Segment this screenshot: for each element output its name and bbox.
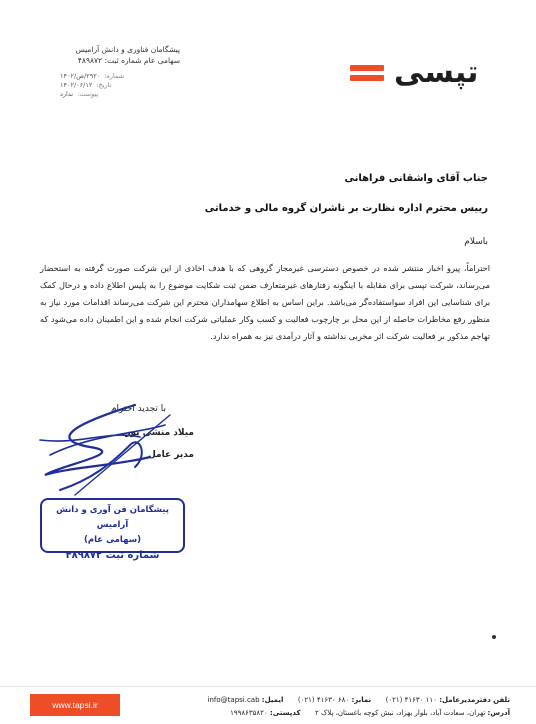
- email-value[interactable]: info@tapsi.cab: [207, 696, 260, 704]
- stamp-company-name: پیشگامان فن آوری و دانش آرامیس: [56, 505, 169, 530]
- letter-meta: [60, 72, 180, 99]
- recipient-title: رییس محترم اداره نظارت بر ناشران گروه مالی و خدماتی: [204, 203, 488, 214]
- meta-number-value: ۲۹۲۰/ص/۱۴۰۲: [60, 72, 101, 80]
- company-stamp: [40, 498, 185, 561]
- footer-contact: [140, 694, 510, 720]
- letter-body: احتراماً، پیرو اخبار منتشر شده در خصوص دسترسی غیرمجاز گروهی که با هدف اخاذی از این شرکت صورت گرفته به استحضار می‌رساند، شرکت تپسی برای مقابله با اینگونه رفتارهای غیرمتعارف ضمن ثبت شکایت موضوع را به پلیس اطلاع داده و درحال کمک برای شناسایی این افراد سواستفاده‌گر می‌باشد. براین اساس به اطلاع سهامداران محترم این شرکت می‌رساند اقدامات مورد نیاز به منظور رفع مخاطرات حاصله از این محل بر چارچوب فعالیت و کسب وکار عملیاتی شرکت انجام شده و این اطمینان داده می‌شود که تهاجم مذکور بر فعالیت شرکت اثر مخربی نداشته و آثار درآمدی نیز به همراه ندارد.: [40, 263, 490, 341]
- logo-mark-icon: [350, 62, 384, 84]
- meta-date-row: [60, 81, 180, 90]
- footer-row-1: [140, 694, 510, 707]
- address-value: تهران، سعادت آباد، بلوار بهزاد، نبش کوچه باغستان، پلاک ۲: [315, 709, 486, 717]
- meta-number-label: شماره:: [104, 72, 125, 80]
- stamp-registration: شماره ثبت ۴۸۹۸۷۲: [65, 550, 160, 561]
- meta-attachment-value: ندارد: [60, 90, 74, 98]
- greeting: باسلام: [464, 237, 488, 247]
- meta-date-label: تاریخ:: [96, 81, 112, 89]
- handwritten-signature: [30, 395, 180, 505]
- signer-title: مدیر عامل: [147, 450, 194, 460]
- closing-line: با تجدید احترام: [110, 404, 166, 414]
- footer-row-2: [140, 707, 510, 720]
- page-mark: [492, 635, 496, 639]
- fax-value: ۶۸۰ ۴۱۶۳۰ (۰۲۱): [297, 696, 350, 704]
- registration-number: سهامی عام شماره ثبت: ۴۸۹۸۷۲: [77, 56, 180, 65]
- meta-date-value: ۱۴۰۲/۰۶/۱۲: [60, 81, 93, 89]
- recipient-block: [68, 164, 488, 224]
- fax-label: نمابر:: [351, 696, 372, 704]
- stamp-company-type: (سهامی عام): [84, 535, 141, 545]
- postal-value: ۱۹۹۸۶۳۵۸۲۰: [230, 709, 268, 717]
- footer-divider: [0, 686, 536, 687]
- phone-value: ۱۱۰ ۴۱۶۳۰ (۰۲۱): [385, 696, 437, 704]
- phone-label: تلفن دفترمدیرعامل:: [439, 696, 510, 704]
- signer-name: میلاد منشی پور: [125, 428, 194, 438]
- header-company-block: [30, 44, 180, 66]
- meta-attachment-row: [60, 90, 180, 99]
- recipient-name: جناب آقای واشقانی فراهانی: [344, 173, 488, 184]
- address-label: آدرس:: [487, 709, 510, 717]
- email-label: ایمیل:: [261, 696, 284, 704]
- logo-text: تپسی: [394, 55, 479, 90]
- website-badge[interactable]: www.tapsi.ir: [30, 694, 120, 716]
- postal-label: کدپستی:: [269, 709, 301, 717]
- meta-attachment-label: پیوست:: [77, 90, 99, 98]
- company-name: پیشگامان فناوری و دانش آرامیس: [75, 45, 180, 54]
- meta-number-row: [60, 72, 180, 81]
- tapsi-logo: [350, 56, 500, 90]
